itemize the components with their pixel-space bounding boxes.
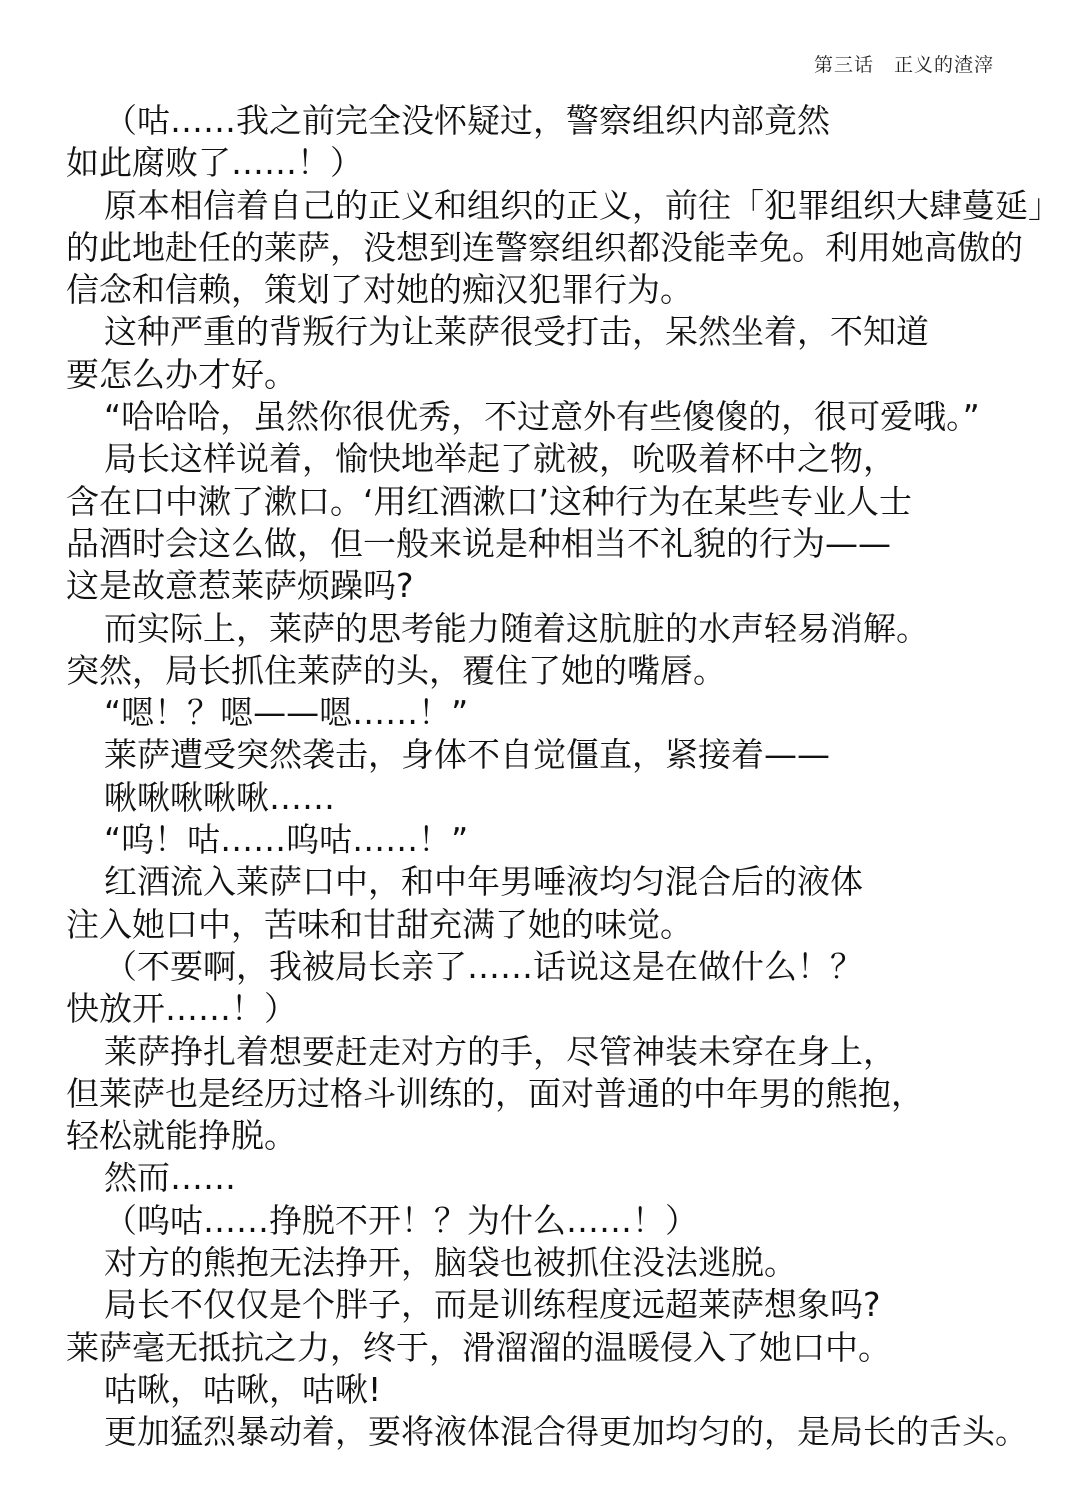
text-line: 突然，局长抓住莱萨的头，覆住了她的嘴唇。 <box>66 650 726 690</box>
text-line: 要怎么办才好。 <box>66 354 297 394</box>
running-header: 第三话 正义的渣滓 <box>813 54 994 76</box>
text-line: 红酒流入莱萨口中，和中年男唾液均匀混合后的液体 <box>104 862 863 902</box>
text-line: 轻松就能挣脱。 <box>66 1116 297 1156</box>
text-line: 莱萨挣扎着想要赶走对方的手，尽管神装未穿在身上， <box>104 1031 896 1071</box>
text-line: “呜！咕……呜咕……！” <box>104 820 469 860</box>
text-line: 然而…… <box>104 1158 236 1198</box>
text-line: （呜咕……挣脱不开！？为什么……！） <box>104 1200 698 1240</box>
text-line: 品酒时会这么做，但一般来说是种相当不礼貌的行为—— <box>66 523 891 563</box>
text-line: 局长这样说着，愉快地举起了就被，吮吸着杯中之物， <box>104 439 896 479</box>
text-line: 更加猛烈暴动着，要将液体混合得更加均匀的，是局长的舌头。 <box>104 1412 1028 1452</box>
text-line: “哈哈哈，虽然你很优秀，不过意外有些傻傻的，很可爱哦。” <box>104 397 980 437</box>
text-line: 原本相信着自己的正义和组织的正义，前往「犯罪组织大肆蔓延」 <box>104 185 1061 225</box>
body-text <box>66 100 1066 1454</box>
text-line: 但莱萨也是经历过格斗训练的，面对普通的中年男的熊抱， <box>66 1073 924 1113</box>
text-line: 如此腐败了……！） <box>66 143 363 183</box>
text-line: 含在口中漱了漱口。‘用红酒漱口’这种行为在某些专业人士 <box>66 481 912 521</box>
text-line: 局长不仅仅是个胖子，而是训练程度远超莱萨想象吗? <box>104 1285 881 1325</box>
text-line: 这是故意惹莱萨烦躁吗? <box>66 566 414 606</box>
text-line: 的此地赴任的莱萨，没想到连警察组织都没能幸免。利用她高傲的 <box>66 227 1023 267</box>
text-line: 信念和信赖，策划了对她的痴汉犯罪行为。 <box>66 270 693 310</box>
text-line: 莱萨毫无抵抗之力，终于，滑溜溜的温暖侵入了她口中。 <box>66 1327 891 1367</box>
text-line: 而实际上，莱萨的思考能力随着这肮脏的水声轻易消解。 <box>104 608 929 648</box>
text-line: “嗯！？嗯——嗯……！” <box>104 693 469 733</box>
text-line: 快放开……！） <box>66 989 297 1029</box>
text-line: 莱萨遭受突然袭击，身体不自觉僵直，紧接着—— <box>104 735 830 775</box>
text-line: 啾啾啾啾啾…… <box>104 777 335 817</box>
text-line: 对方的熊抱无法挣开，脑袋也被抓住没法逃脱。 <box>104 1243 797 1283</box>
text-line: 咕啾，咕啾，咕啾! <box>104 1369 382 1409</box>
text-line: （不要啊，我被局长亲了……话说这是在做什么！？ <box>104 946 863 986</box>
text-line: 注入她口中，苦味和甘甜充满了她的味觉。 <box>66 904 693 944</box>
text-line: （咕……我之前完全没怀疑过，警察组织内部竟然 <box>104 101 830 140</box>
text-line: 这种严重的背叛行为让莱萨很受打击，呆然坐着，不知道 <box>104 312 929 352</box>
